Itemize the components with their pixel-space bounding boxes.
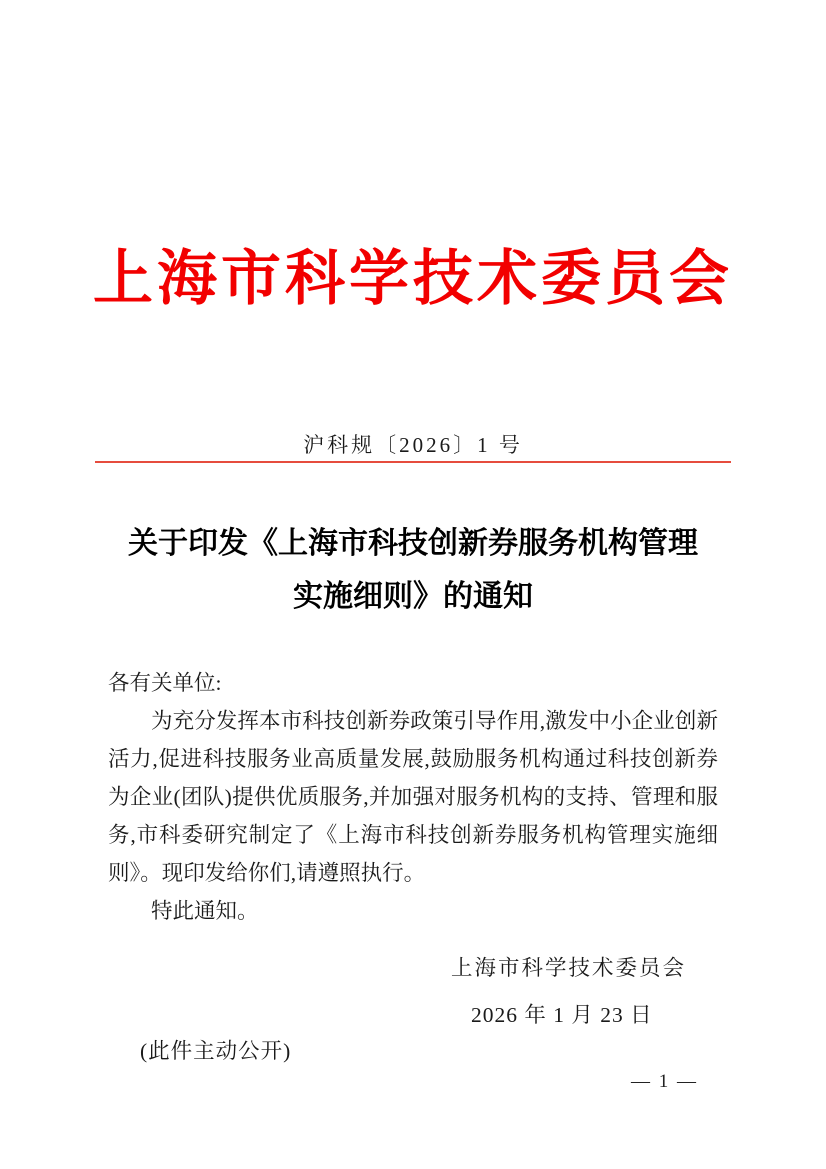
notice-title-line2: 实施细则》的通知 [293, 580, 533, 613]
signature-org: 上海市科学技术委员会 [451, 956, 687, 980]
notice-title-line1: 关于印发《上海市科技创新券服务机构管理 [128, 527, 698, 560]
red-divider-line [95, 461, 731, 463]
notice-title [60, 517, 766, 623]
notice-body [108, 664, 718, 930]
closing-line: 特此通知。 [151, 899, 259, 923]
body-paragraph: 为充分发挥本市科技创新券政策引导作用,激发中小企业创新活力,促进科技服务业高质量发展,鼓励服务机构通过科技创新券为企业(团队)提供优质服务,并加强对服务机构的支持、管理和服务,市科委研究制定了《上海市科技创新券服务机构管理实施细则》。现印发给你们,请遵照执行。 [108, 709, 718, 885]
disclosure-note: (此件主动公开) [140, 1039, 292, 1063]
page-number: — 1 — [631, 1071, 698, 1092]
signature-date: 2026 年 1 月 23 日 [471, 1003, 653, 1027]
org-title-red-header: 上海市科学技术委员会 [93, 246, 733, 312]
doc-number: 沪科规〔2026〕1 号 [303, 433, 523, 457]
salutation: 各有关单位: [108, 671, 222, 695]
